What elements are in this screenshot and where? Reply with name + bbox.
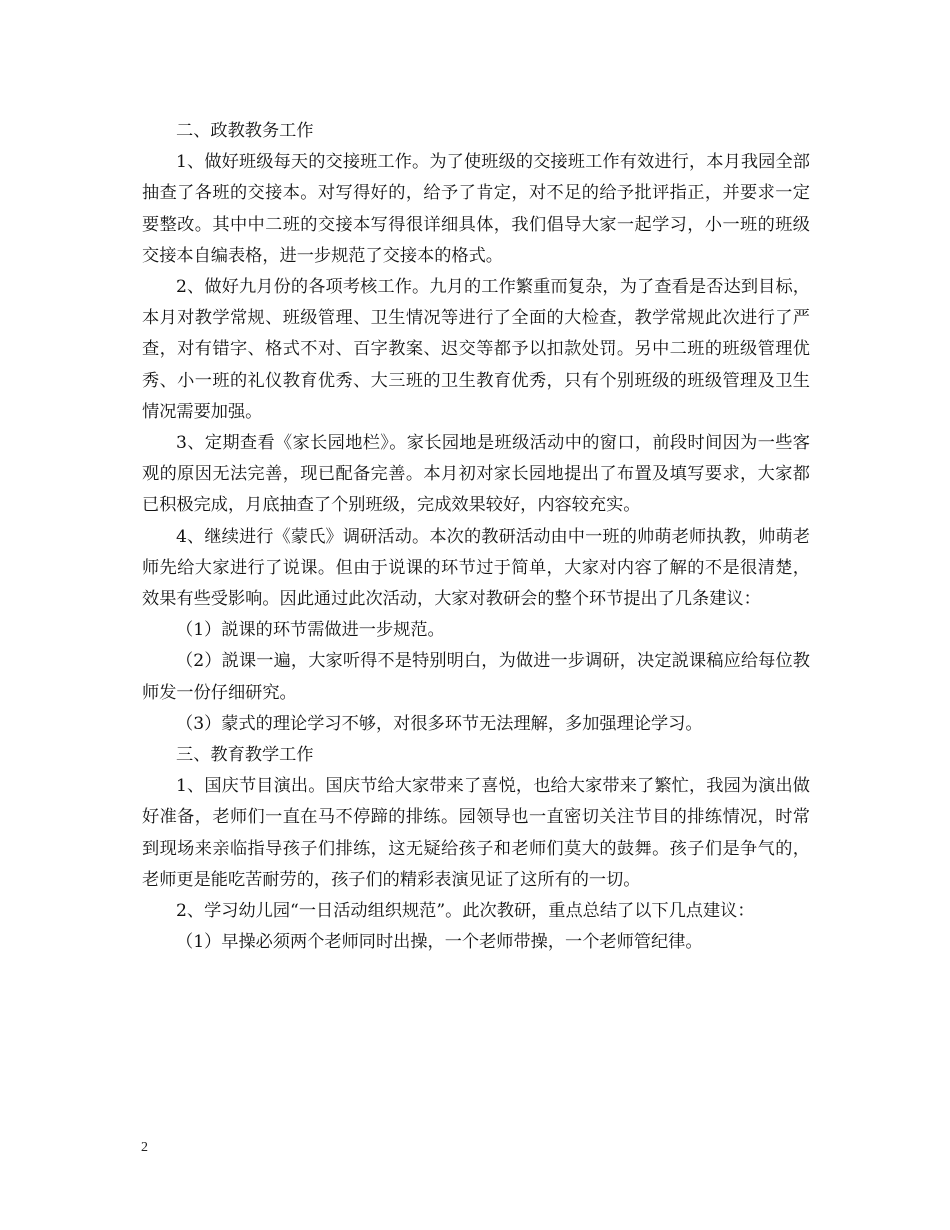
- paragraph-national-day-performance: 1、国庆节目演出。国庆节给大家带来了喜悦，也给大家带来了繁忙，我园为演出做好准备，老师们一直在马不停蹄的排练。园领导也一直密切关注节目的排练情况，时常到现场来亲临指导孩子们排练，这无疑给孩子和老师们莫大的鼓舞。孩子们是争气的，老师更是能吃苦耐劳的，孩子们的精彩表演见证了这所有的一切。: [142, 776, 810, 890]
- list-item-suggestion-2: （2）説课一遍，大家听得不是特别明白，为做进一步调研，决定説课稿应给每位教师发一份仔细研究。: [142, 651, 810, 703]
- page-number: 2: [141, 1140, 148, 1155]
- paragraph-montessori-research: 4、继续进行《蒙氏》调研活动。本次的教研活动由中一班的帅萌老师执教，帅萌老师先给大家进行了说课。但由于说课的环节过于简单，大家对内容了解的不是很清楚，效果有些受影响。因此通过此次活动，大家对教研会的整个环节提出了几条建议：: [142, 526, 810, 610]
- paragraph-september-assessment: 2、做好九月份的各项考核工作。九月的工作繁重而复杂，为了查看是否达到目标，本月对教学常规、班级管理、卫生情况等进行了全面的大检查，教学常规此次进行了严查，对有错字、格式不对、百字教案、迟交等都予以扣款处罚。另中二班的班级管理优秀、小一班的礼仪教育优秀、大三班的卫生教育优秀，只有个别班级的班级管理及卫生情况需要加强。: [142, 277, 810, 422]
- paragraph-handover-work: 1、做好班级每天的交接班工作。为了使班级的交接班工作有效进行，本月我园全部抽查了各班的交接本。对写得好的，给予了肯定，对不足的给予批评指正，并要求一定要整改。其中中二班的交接本写得很详细具体，我们倡导大家一起学习，小一班的班级交接本自编表格，进一步规范了交接本的格式。: [142, 152, 810, 266]
- paragraph-daily-activity-norms: 2、学习幼儿园“一日活动组织规范”。此次教研，重点总结了以下几点建议：: [176, 901, 755, 922]
- document-body: [142, 116, 810, 958]
- section-heading-political-affairs: 二、政教教务工作: [176, 121, 314, 141]
- section-heading-education-teaching: 三、教育教学工作: [176, 745, 314, 766]
- list-item-morning-exercise: （1）早操必须两个老师同时出操，一个老师带操，一个老师管纪律。: [176, 932, 703, 953]
- paragraph-parent-board: 3、定期查看《家长园地栏》。家长园地是班级活动中的窗口，前段时间因为一些客观的原因无法完善，现已配备完善。本月初对家长园地提出了布置及填写要求，大家都已积极完成，月底抽查了个别班级，完成效果较好，内容较充实。: [142, 433, 810, 516]
- list-item-suggestion-3: （3）蒙式的理论学习不够，对很多环节无法理解，多加强理论学习。: [176, 713, 703, 734]
- list-item-suggestion-1: （1）説课的环节需做进一步规范。: [176, 620, 445, 641]
